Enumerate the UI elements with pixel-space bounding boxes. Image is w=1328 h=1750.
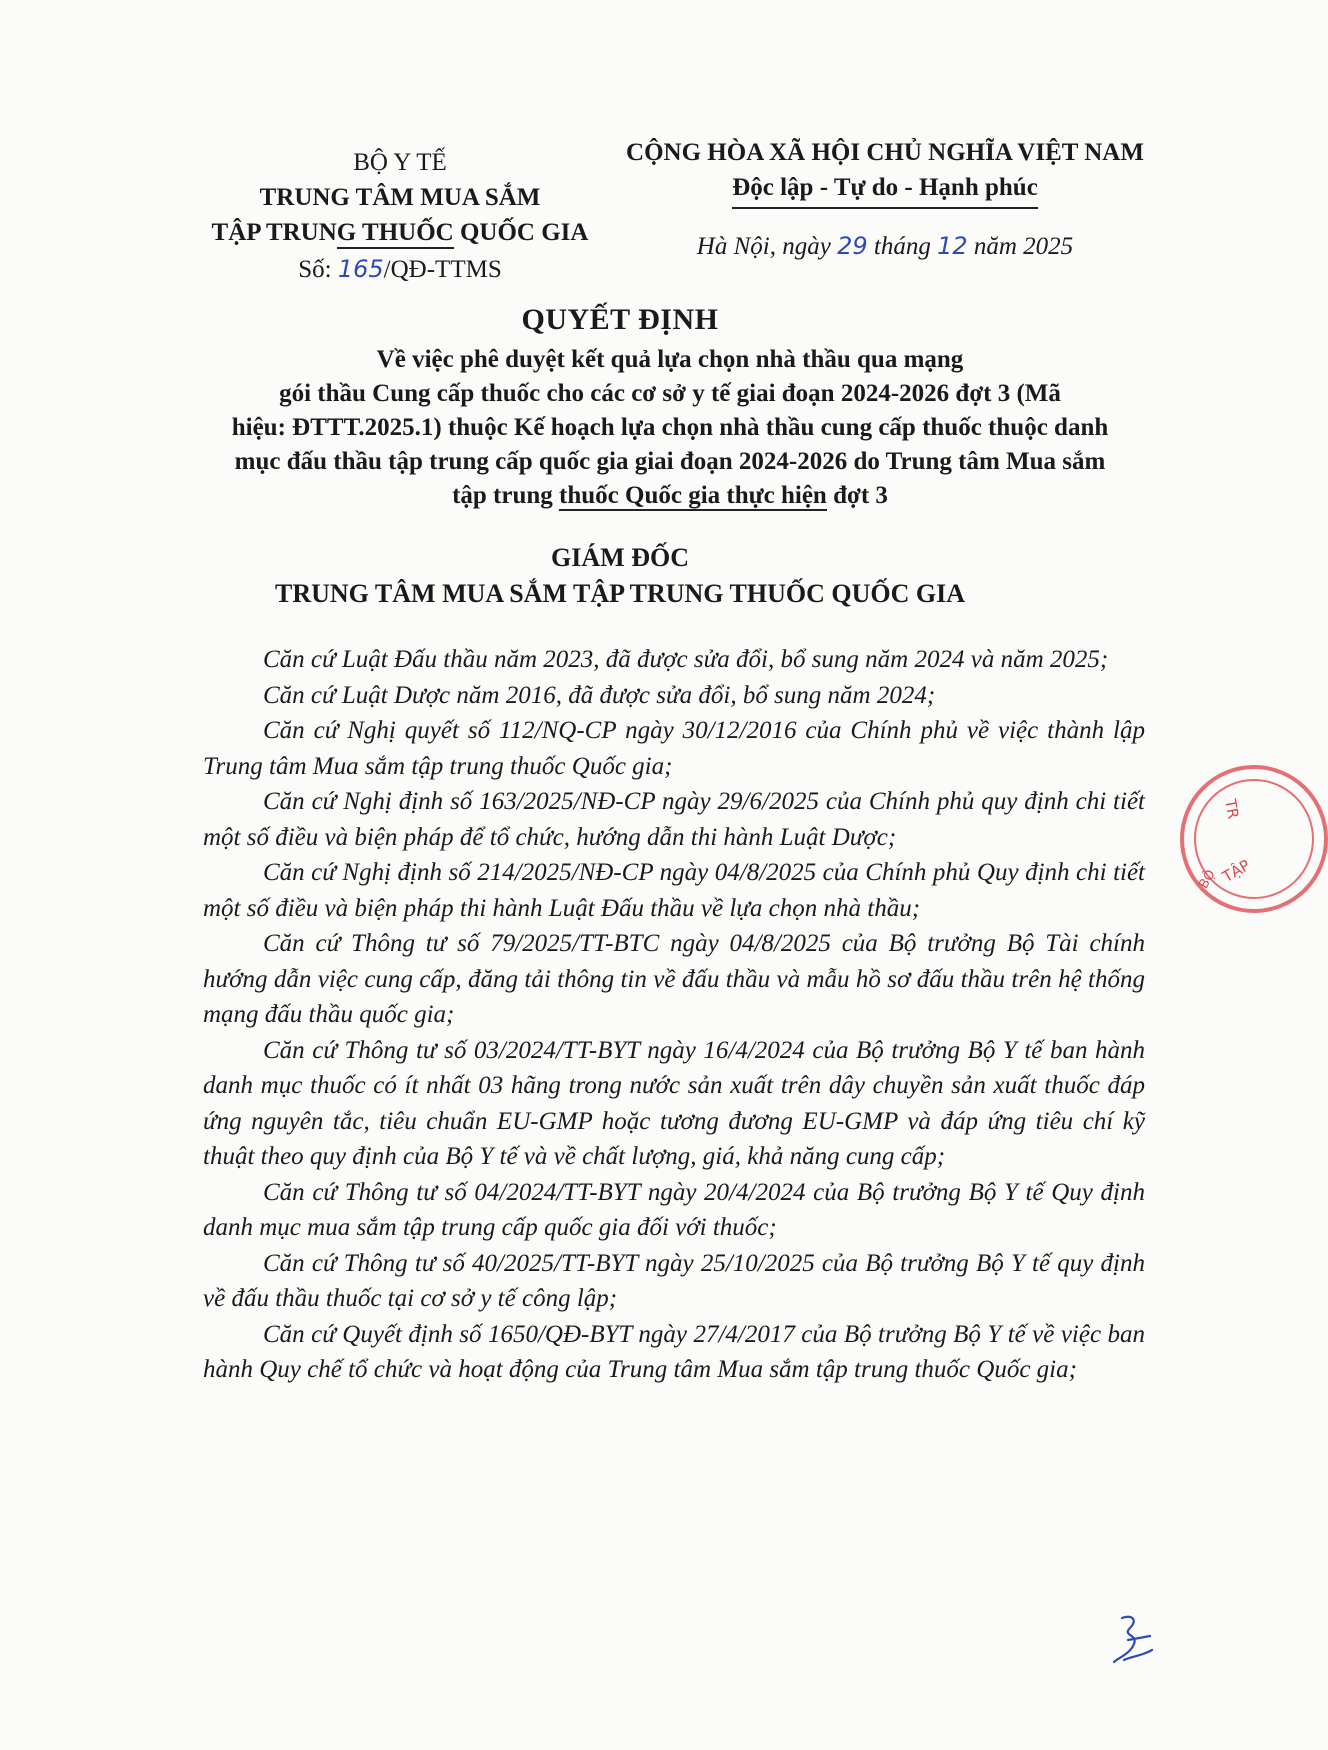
document-title: QUYẾT ĐỊNH <box>521 303 719 336</box>
seal-text: BỘ <box>1196 867 1219 892</box>
agency-name-line2 <box>180 215 620 250</box>
legal-basis-paragraph: Căn cứ Nghị định số 163/2025/NĐ-CP ngày 29/6/2025 của Chính phủ quy định chi tiết một số điều và biện pháp để tổ chức, hướng dẫn thi hành Luật Dược; <box>203 788 1145 851</box>
seal-text: TR <box>1221 797 1243 821</box>
motto-wrap <box>732 170 1038 209</box>
decision-number-suffix: /QĐ-TTMS <box>383 256 502 283</box>
subject-line: gói thầu Cung cấp thuốc cho các cơ sở y tế giai đoạn 2024-2026 đợt 3 (Mã <box>279 380 1061 407</box>
issue-date <box>615 232 1155 261</box>
date-month-handwritten: 12 <box>937 232 968 260</box>
agency-name-line1: TRUNG TÂM MUA SẮM <box>259 184 541 211</box>
subject-line: hiệu: ĐTTT.2025.1) thuộc Kế hoạch lựa chọn nhà thầu cung cấp thuốc thuộc danh <box>231 414 1109 441</box>
date-month-label: tháng <box>867 233 938 260</box>
agency-name-line2-underlined: G THUỐC <box>337 219 454 249</box>
agency-name-line2-part1: TẬP TRUN <box>211 219 337 246</box>
national-motto: Độc lập - Tự do - Hạnh phúc <box>732 170 1038 209</box>
legal-basis-paragraph: Căn cứ Thông tư số 79/2025/TT-BTC ngày 04/8/2025 của Bộ trưởng Bộ Tài chính hướng dẫn việc cung cấp, đăng tải thông tin về đấu thầu và mẫu hồ sơ đấu thầu trên hệ thống mạng đấu thầu quốc gia; <box>203 930 1145 1028</box>
national-header-block <box>615 135 1155 209</box>
country-name: CỘNG HÒA XÃ HỘI CHỦ NGHĨA VIỆT NAM <box>626 139 1144 166</box>
legal-basis-paragraph: Căn cứ Nghị định số 214/2025/NĐ-CP ngày 04/8/2025 của Chính phủ Quy định chi tiết một số điều và biện pháp thi hành Luật Đấu thầu về lựa chọn nhà thầu; <box>203 859 1145 922</box>
agency-name-line2-part3: QUỐC GIA <box>453 219 589 246</box>
red-seal-stamp <box>1180 765 1328 913</box>
date-day-handwritten: 29 <box>837 232 868 260</box>
director-title: GIÁM ĐỐC <box>551 543 689 572</box>
date-prefix: Hà Nội, ngày <box>696 233 838 260</box>
legal-basis-section <box>203 642 1145 1388</box>
legal-basis-paragraph: Căn cứ Thông tư số 04/2024/TT-BYT ngày 20/4/2024 của Bộ trưởng Bộ Y tế Quy định danh mục mua sắm tập trung cấp quốc gia đối với thuốc; <box>203 1178 1145 1241</box>
decision-number <box>180 252 620 287</box>
subject-line: mục đấu thầu tập trung cấp quốc gia giai đoạn 2024-2026 do Trung tâm Mua sắm <box>234 448 1106 475</box>
subject-line5-part1: tập trung <box>452 482 560 509</box>
subject-line: Về việc phê duyệt kết quả lựa chọn nhà thầu qua mạng <box>376 346 964 373</box>
authority-block <box>0 540 1240 612</box>
legal-basis-paragraph: Căn cứ Thông tư số 40/2025/TT-BYT ngày 25/10/2025 của Bộ trưởng Bộ Y tế quy định về đấu thầu thuốc tại cơ sở y tế công lập; <box>203 1249 1145 1312</box>
decision-number-handwritten: 165 <box>337 255 384 283</box>
document-subject <box>190 343 1150 513</box>
subject-line-last <box>190 479 1150 513</box>
legal-basis-paragraph: Căn cứ Thông tư số 03/2024/TT-BYT ngày 16/4/2024 của Bộ trưởng Bộ Y tế ban hành danh mục thuốc có ít nhất 03 hãng trong nước sản xuất trên dây chuyền sản xuất thuốc đáp ứng nguyên tắc, tiêu chuẩn EU-GMP hoặc tương đương EU-GMP và đáp ứng tiêu chí kỹ thuật theo quy định của Bộ Y tế và về chất lượng, giá, khả năng cung cấp; <box>203 1036 1145 1170</box>
date-year: năm 2025 <box>967 233 1074 260</box>
seal-text: TẬP <box>1219 856 1254 886</box>
legal-basis-paragraph: Căn cứ Nghị quyết số 112/NQ-CP ngày 30/12/2016 của Chính phủ về việc thành lập Trung tâm Mua sắm tập trung thuốc Quốc gia; <box>203 717 1145 780</box>
legal-basis-paragraph: Căn cứ Luật Đấu thầu năm 2023, đã được sửa đổi, bổ sung năm 2024 và năm 2025; <box>263 646 1109 673</box>
ministry-name: BỘ Y TẾ <box>353 149 447 176</box>
subject-line5-underlined: thuốc Quốc gia thực hiện <box>559 482 827 509</box>
initials-signature-icon <box>1108 1610 1156 1666</box>
director-org: TRUNG TÂM MUA SẮM TẬP TRUNG THUỐC QUỐC GIA <box>274 579 966 608</box>
issuing-agency-block <box>180 145 620 287</box>
decision-number-prefix: Số: <box>298 256 338 283</box>
subject-line5-part3: đợt 3 <box>826 482 888 509</box>
legal-basis-paragraph: Căn cứ Quyết định số 1650/QĐ-BYT ngày 27/4/2017 của Bộ trưởng Bộ Y tế về việc ban hành Quy chế tổ chức và hoạt động của Trung tâm Mua sắm tập trung thuốc Quốc gia; <box>203 1320 1145 1383</box>
legal-basis-paragraph: Căn cứ Luật Dược năm 2016, đã được sửa đổi, bổ sung năm 2024; <box>263 681 936 709</box>
